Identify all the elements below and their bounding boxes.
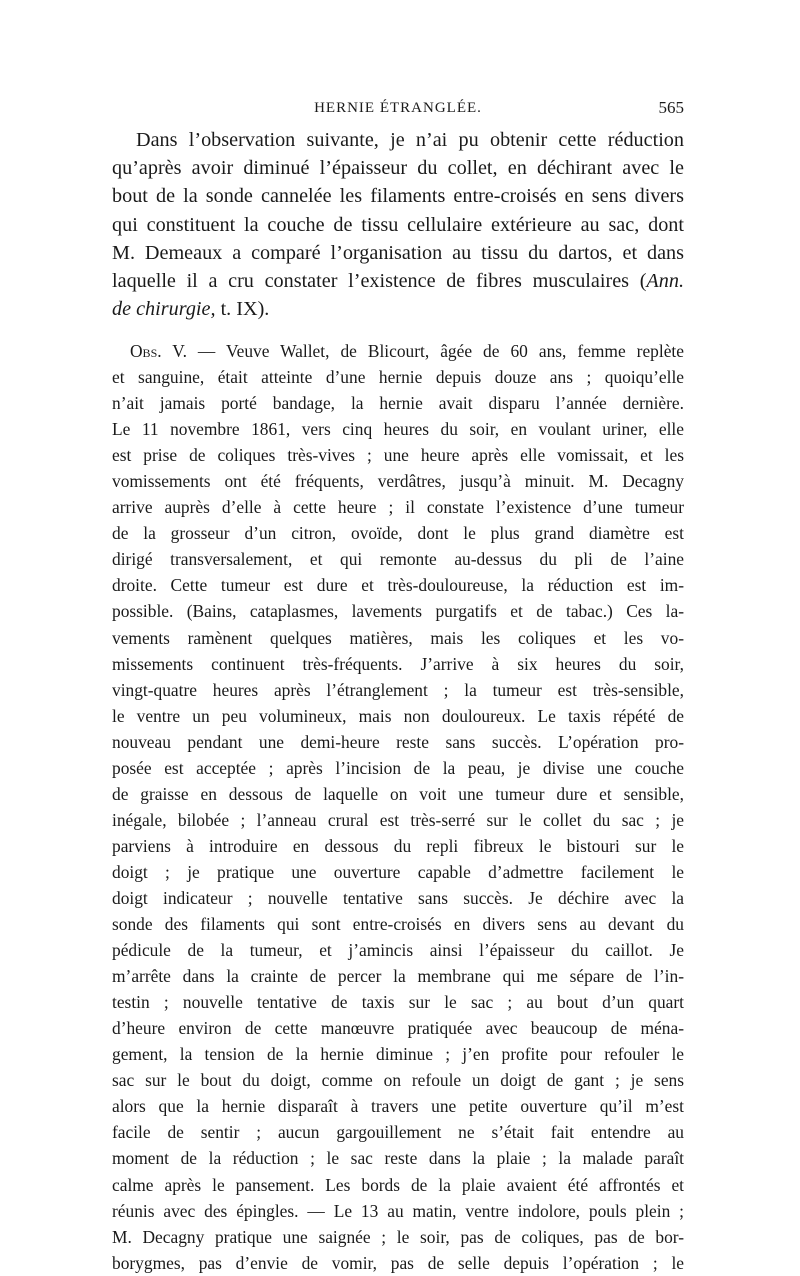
text-line: Dans l’observation suivante, je n’ai pu obtenir cette réduction bbox=[136, 129, 684, 151]
running-title: HERNIE ÉTRANGLÉE. bbox=[314, 100, 482, 116]
text-line: de la grosseur d’un citron, ovoïde, dont le plus grand diamètre est bbox=[112, 523, 684, 544]
text-fragment: — Veuve Wallet, de Blicourt, âgée de 60 ans, femme replète bbox=[186, 341, 684, 361]
text-line: missements continuent très-fréquents. J’arrive à six heures du soir, bbox=[112, 653, 684, 674]
text-line-with-citation bbox=[112, 267, 684, 295]
citation-journal-continued: de chirurgie, bbox=[112, 298, 216, 321]
text-line: n’ait jamais porté bandage, la hernie avait disparu l’année dernière. bbox=[112, 393, 684, 414]
text-line: Le 11 novembre 1861, vers cinq heures du soir, en voulant uriner, elle bbox=[112, 419, 684, 440]
text-line: est prise de coliques très-vives ; une heure après elle vomissait, et les bbox=[112, 445, 684, 466]
text-line: droite. Cette tumeur est dure et très-douloureuse, la réduction est im- bbox=[112, 575, 684, 596]
text-line: doigt ; je pratique une ouverture capable d’admettre facilement le bbox=[112, 861, 684, 882]
paragraph-obs-5 bbox=[112, 338, 684, 1276]
paragraph-1 bbox=[112, 126, 684, 323]
text-line: possible. (Bains, cataplasmes, lavements purgatifs et de tabac.) Ces la- bbox=[112, 601, 684, 622]
text-line: M. Demeaux a comparé l’organisation au tissu du dartos, et dans bbox=[112, 241, 684, 264]
text-line: qu’après avoir diminué l’épaisseur du collet, en déchirant avec le bbox=[112, 157, 684, 180]
observation-label: Obs. V. bbox=[130, 341, 187, 361]
text-line: pédicule de la tumeur, et j’amincis ainsi l’épaisseur du caillot. Je bbox=[112, 940, 684, 961]
text-line: doigt indicateur ; nouvelle tentative sans succès. Je déchire avec la bbox=[112, 887, 684, 908]
text-line: réunis avec des épingles. — Le 13 au matin, ventre indolore, pouls plein ; bbox=[112, 1200, 684, 1221]
text-line: calme après le pansement. Les bords de la plaie avaient été affrontés et bbox=[112, 1174, 684, 1195]
text-line: sac sur le bout du doigt, comme on refoule un doigt de gant ; je sens bbox=[112, 1070, 684, 1091]
text-line: bout de la sonde cannelée les filaments entre-croisés en sens divers bbox=[112, 185, 684, 208]
text-line: et sanguine, était atteinte d’une hernie depuis douze ans ; quoiqu’elle bbox=[112, 367, 684, 388]
text-line: M. Decagny pratique une saignée ; le soir, pas de coliques, pas de bor- bbox=[112, 1226, 684, 1247]
text-line: testin ; nouvelle tentative de taxis sur le sac ; au bout d’un quart bbox=[112, 992, 684, 1013]
citation-line bbox=[112, 295, 684, 323]
text-line: vomissements ont été fréquents, verdâtres, jusqu’à minuit. M. Decagny bbox=[112, 471, 684, 492]
text-line: dirigé transversalement, et qui remonte au-dessus du pli de l’aine bbox=[112, 549, 684, 570]
text-line: parviens à introduire en dessous du repli fibreux le bistouri sur le bbox=[112, 835, 684, 856]
text-line: vements ramènent quelques matières, mais les coliques et les vo- bbox=[112, 627, 684, 648]
running-head bbox=[112, 98, 684, 122]
text-line: m’arrête dans la crainte de percer la membrane qui me sépare de l’in- bbox=[112, 966, 684, 987]
text-line: arrive auprès d’elle à cette heure ; il constate l’existence d’une tumeur bbox=[112, 497, 684, 518]
text-line: vingt-quatre heures après l’étranglement ; la tumeur est très-sensible, bbox=[112, 679, 684, 700]
text-line: moment de la réduction ; le sac reste dans la plaie ; la malade paraît bbox=[112, 1148, 684, 1169]
text-line: qui constituent la couche de tissu cellulaire extérieure au sac, dont bbox=[112, 213, 684, 236]
text-line: facile de sentir ; aucun gargouillement ne s’était fait entendre au bbox=[112, 1122, 684, 1143]
citation-journal: Ann. bbox=[646, 270, 684, 293]
text-line: sonde des filaments qui sont entre-croisés en divers sens au devant du bbox=[112, 914, 684, 935]
text-line: posée est acceptée ; après l’incision de la peau, je divise une couche bbox=[112, 757, 684, 778]
text-line: gement, la tension de la hernie diminue ; j’en profite pour refouler le bbox=[112, 1044, 684, 1065]
text-line: alors que la hernie disparaît à travers une petite ouverture qu’il m’est bbox=[112, 1096, 684, 1117]
citation-volume: t. IX). bbox=[215, 298, 270, 321]
text-line: borygmes, pas d’envie de vomir, pas de selle depuis l’opération ; le bbox=[112, 1252, 684, 1273]
text-line: nouveau pendant une demi-heure reste sans succès. L’opération pro- bbox=[112, 731, 684, 752]
text-line: de graisse en dessous de laquelle on voit une tumeur dure et sensible, bbox=[112, 783, 684, 804]
text-fragment: laquelle il a cru constater l’existence de fibres musculaires ( bbox=[112, 270, 647, 293]
text-line: le ventre un peu volumineux, mais non douloureux. Le taxis répété de bbox=[112, 705, 684, 726]
text-line: d’heure environ de cette manœuvre pratiquée avec beaucoup de ména- bbox=[112, 1018, 684, 1039]
text-line: inégale, bilobée ; l’anneau crural est très-serré sur le collet du sac ; je bbox=[112, 809, 684, 830]
page-number: 565 bbox=[658, 98, 684, 117]
text-line-first bbox=[112, 338, 684, 364]
